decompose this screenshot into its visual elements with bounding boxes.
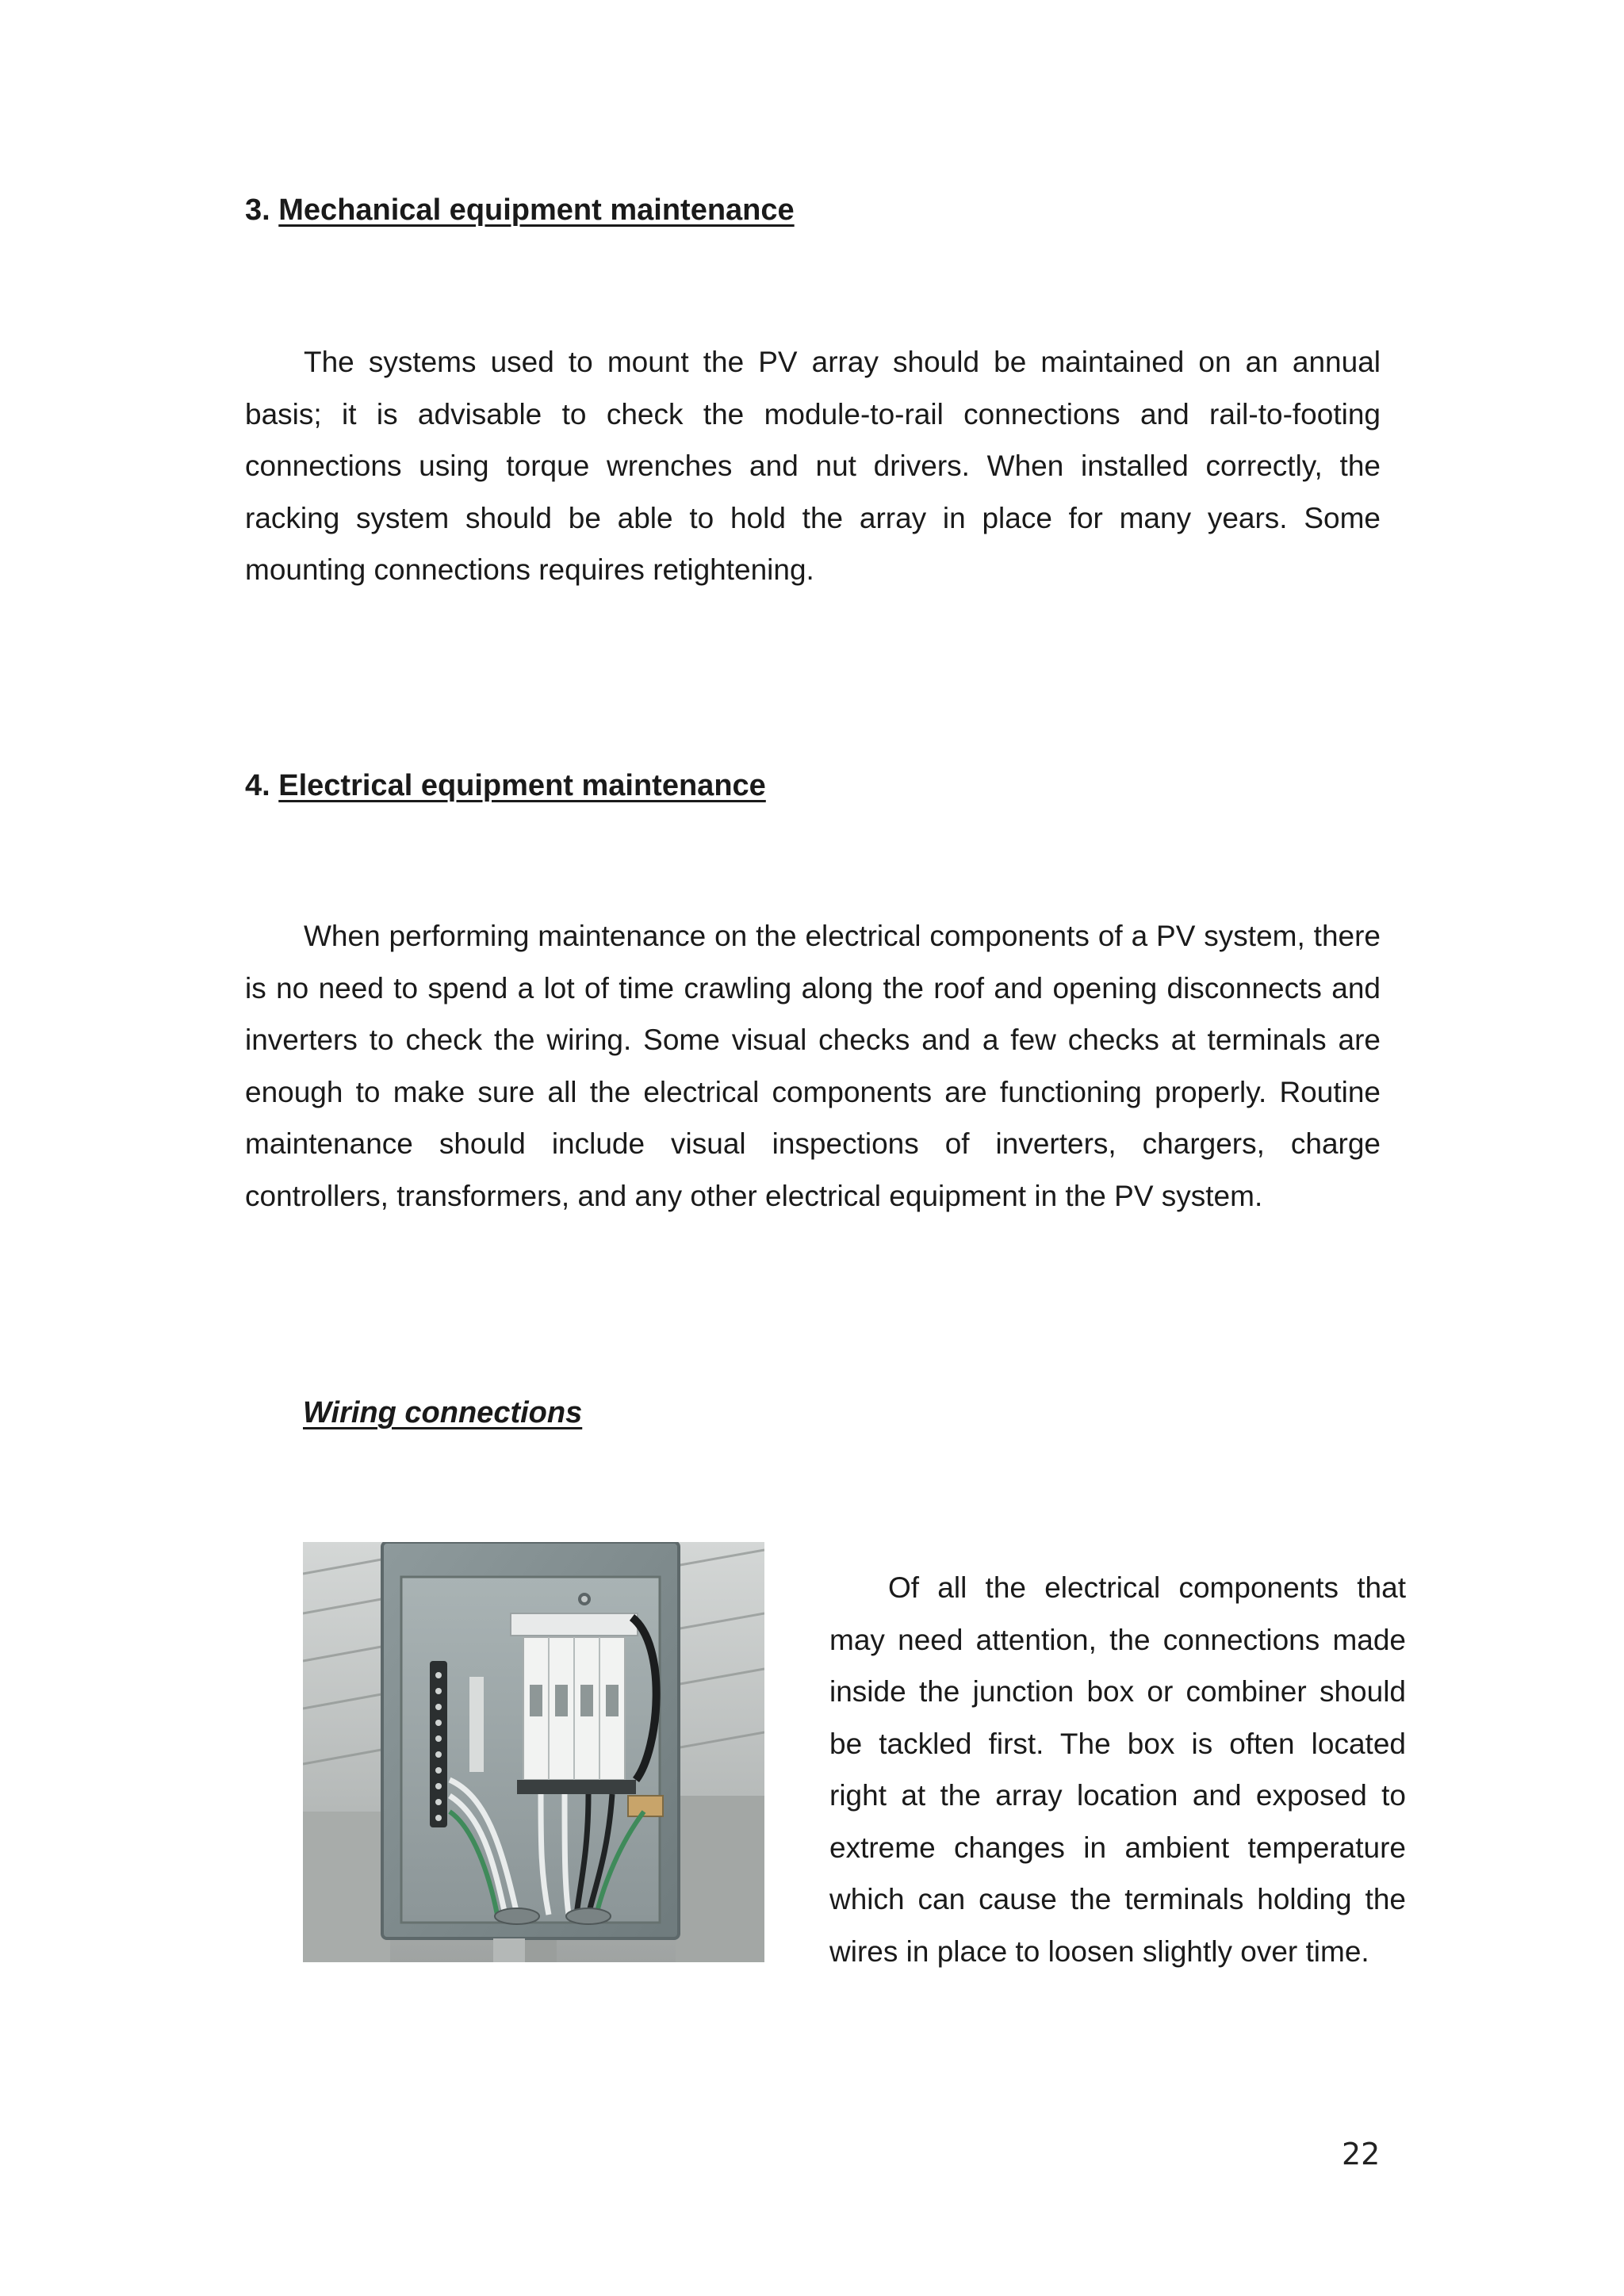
wiring-connections-heading: Wiring connections bbox=[303, 1396, 583, 1429]
section-3-number: 3. bbox=[245, 193, 270, 227]
section-4-heading bbox=[245, 766, 766, 806]
section-4-title: Electrical equipment maintenance bbox=[278, 769, 766, 802]
page-number: 22 bbox=[1342, 2137, 1381, 2172]
section-4-number: 4. bbox=[245, 769, 270, 802]
junction-box-photo bbox=[303, 1542, 764, 1962]
section-3-title: Mechanical equipment maintenance bbox=[278, 193, 795, 227]
wiring-paragraph: Of all the electrical components that may need attention, the connections made inside the junction box or combiner should be tackled first. The box is often located right at the array location and exposed to extreme changes in ambient temperature which can cause the terminals holding the wires in place to loosen slightly over time. bbox=[829, 1571, 1406, 1968]
section-3-heading bbox=[245, 190, 795, 230]
section-4-paragraph: When performing maintenance on the electrical components of a PV system, there is no need to spend a lot of time crawling along the roof and opening disconnects and inverters to check the wiring. Some visual checks and a few checks at terminals are enough to make sure all the electrical components are functioning properly. Routine maintenance should include visual inspections of inverters, chargers, charge controllers, transformers, and any other electrical equipment in the PV system. bbox=[245, 920, 1381, 1212]
section-3-paragraph: The systems used to mount the PV array should be maintained on an annual basis; it is advisable to check the module-to-rail connections and rail-to-footing connections using torque wrenches and nut drivers. When installed correctly, the racking system should be able to hold the array in place for many years. Some mounting connections requires retightening. bbox=[245, 346, 1381, 586]
